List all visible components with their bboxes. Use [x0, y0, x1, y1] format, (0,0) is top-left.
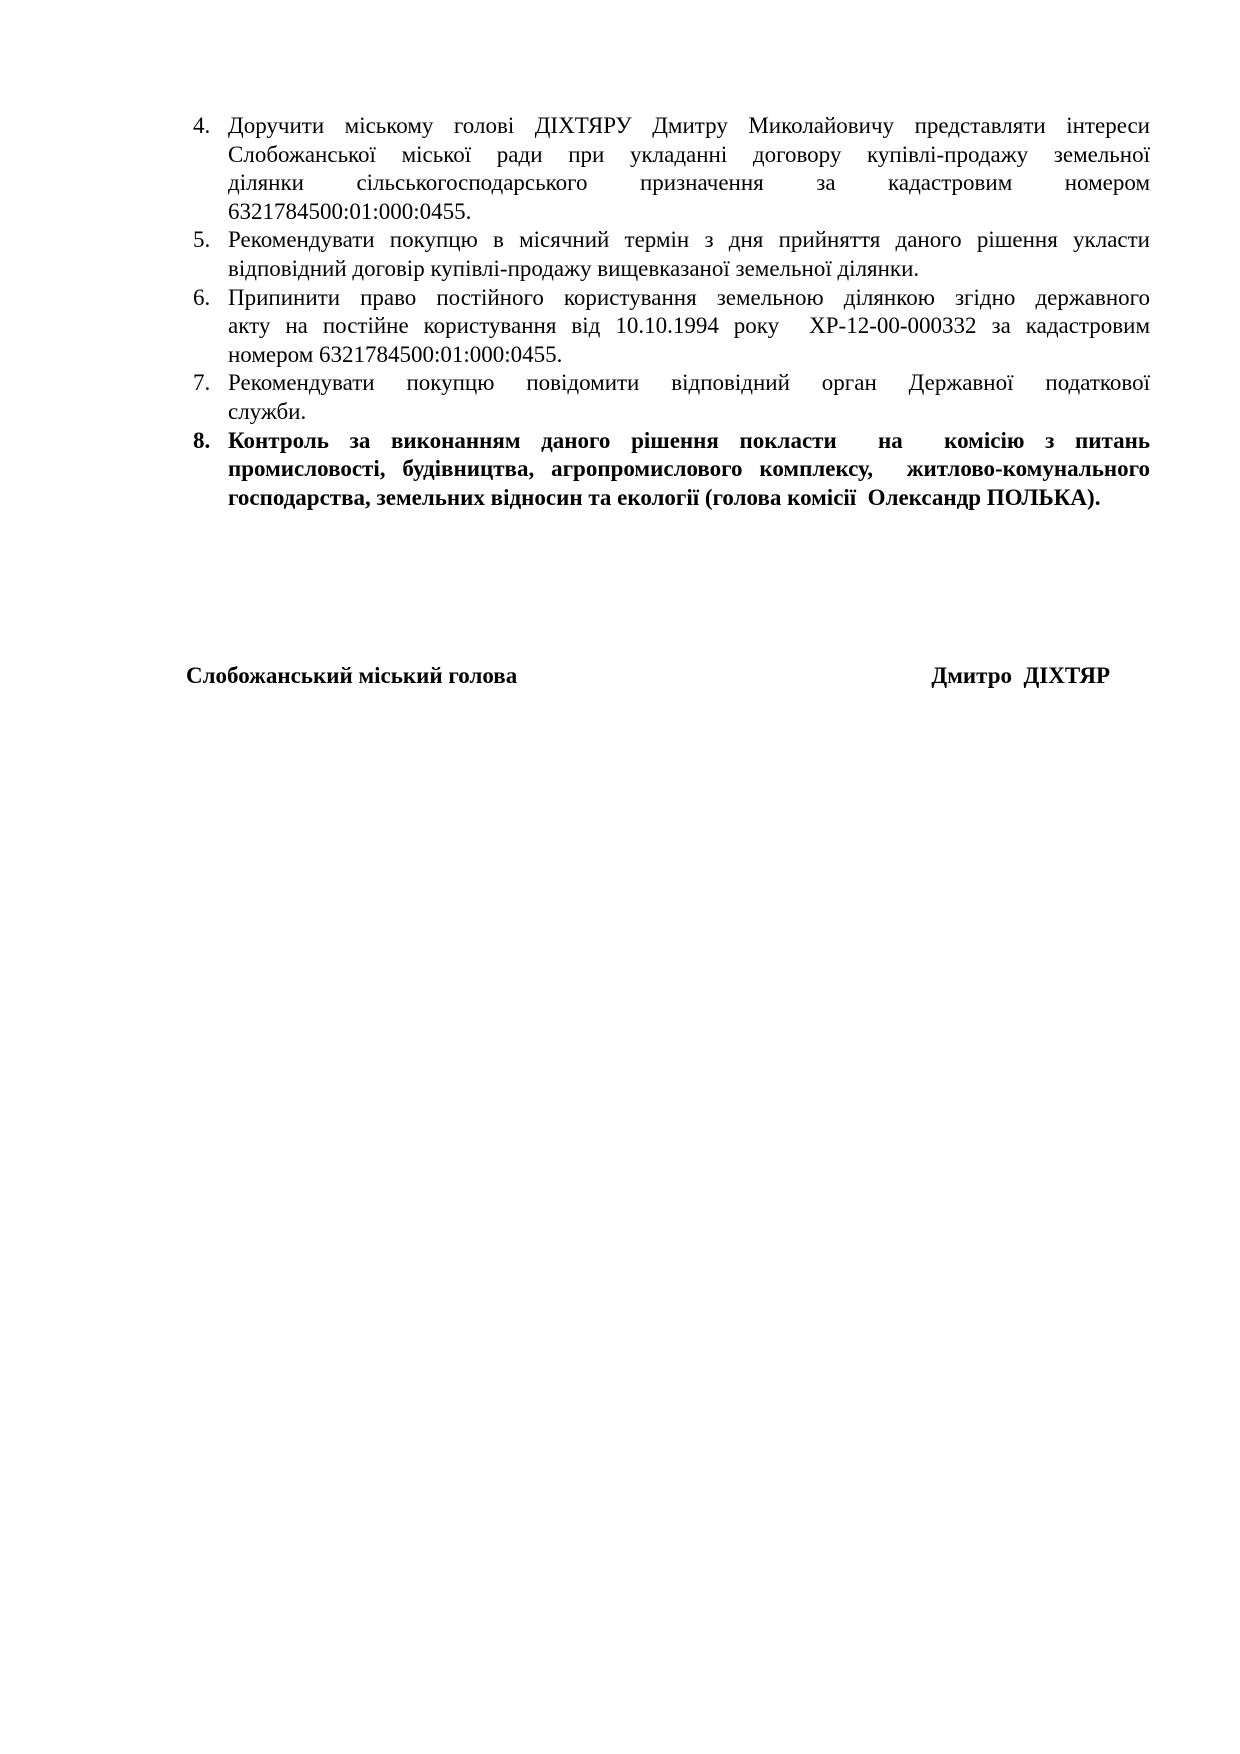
paragraph-line: промисловості, будівництва, агропромислового комплексу, житлово-комунального: [228, 456, 1150, 482]
list-item-number: 5.: [193, 227, 211, 253]
paragraph-line: Рекомендувати покупцю в місячний термін з дня прийняття даного рішення укласти: [228, 227, 1150, 253]
paragraph-line: Рекомендувати покупцю повідомити відповідний орган Державної податкової: [228, 370, 1150, 396]
paragraph-line: служби.: [228, 398, 307, 424]
list-item-number: 6.: [193, 284, 211, 310]
list-item: [193, 112, 1150, 226]
paragraph-line: ділянки сільськогосподарського призначення за кадастровим номером: [228, 170, 1150, 196]
list-item-text: [228, 427, 1150, 513]
paragraph-line: відповідний договір купівлі-продажу вищевказаної земельної ділянки.: [228, 255, 920, 281]
paragraph-line: Слобожанської міської ради при укладанні договору купівлі-продажу земельної: [228, 141, 1150, 167]
signature-title: Слобожанський міський голова: [186, 663, 518, 688]
list-item-number: 7.: [193, 370, 211, 396]
list-item-text: [228, 112, 1150, 226]
list-item: [193, 369, 1150, 426]
list-item: [193, 226, 1150, 283]
paragraph-line: Контроль за виконанням даного рішення покласти на комісію з питань: [228, 427, 1150, 453]
list-item-text: [228, 284, 1150, 370]
list-item: [193, 284, 1150, 370]
paragraph-line: номером 6321784500:01:000:0455.: [228, 341, 563, 367]
list-item-text: [228, 226, 1150, 283]
paragraph-line: 6321784500:01:000:0455.: [228, 198, 472, 224]
numbered-list: [193, 112, 1150, 512]
signature-name: Дмитро ДІХТЯР: [931, 663, 1110, 688]
paragraph-line: акту на постійне користування від 10.10.1994 року ХР-12-00-000332 за кадастровим: [228, 313, 1150, 339]
paragraph-line: Доручити міському голові ДІХТЯРУ Дмитру Миколайовичу представляти інтереси: [228, 113, 1150, 138]
paragraph-line: господарства, земельних відносин та екології (голова комісії Олександр ПОЛЬКА).: [228, 484, 1101, 510]
paragraph-line: Припинити право постійного користування земельною ділянкою згідно державного: [228, 284, 1150, 310]
list-item-number: 8.: [193, 427, 211, 453]
list-item-number: 4.: [193, 113, 211, 138]
list-item: [193, 427, 1150, 513]
signature-row: [186, 662, 1110, 691]
list-item-text: [228, 369, 1150, 426]
